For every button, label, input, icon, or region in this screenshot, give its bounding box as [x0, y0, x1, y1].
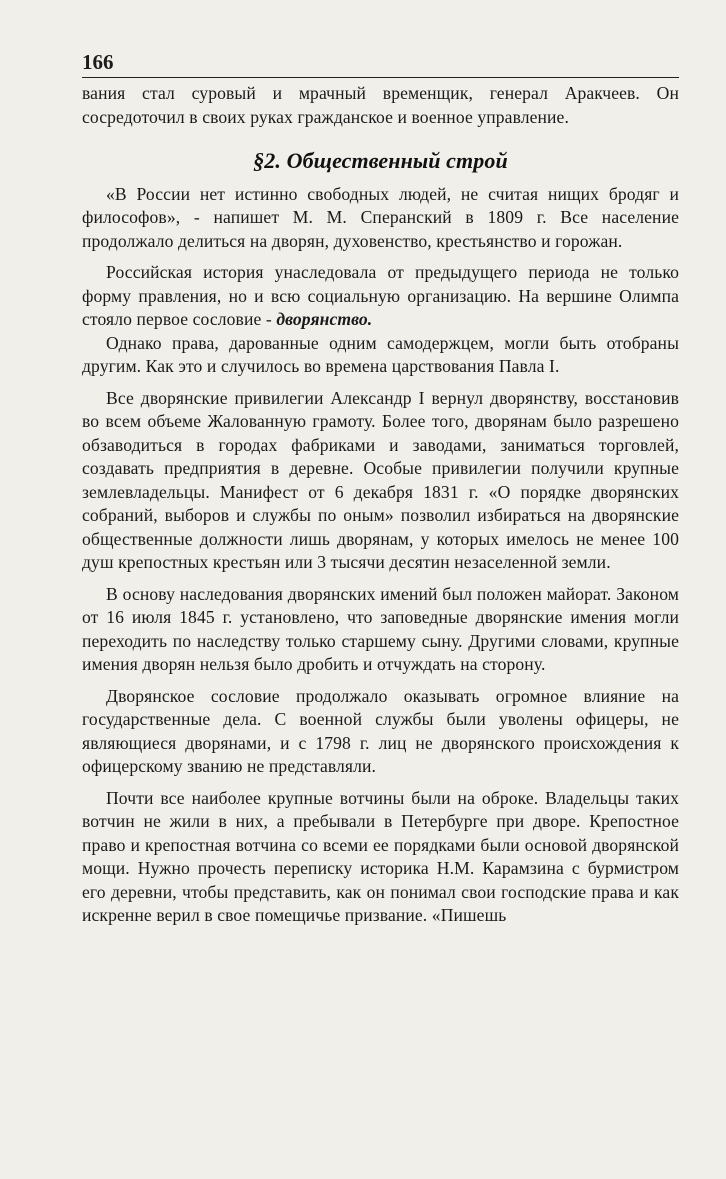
paragraph-5: В основу наследования дворянских имений был положен майорат. Законом от 16 июля 1845 г. установлено, что заповедные дворянские имения могли переходить по наследству только старшему сыну. Другими словами, крупные имения дворян нельзя было дробить и отчуждать на сторону.	[82, 583, 679, 674]
paragraph-continued: вания стал суровый и мрачный временщик, генерал Аракчеев. Он сосредоточил в своих руках гражданское и военное управление.	[82, 83, 679, 127]
paragraph-3: Однако права, дарованные одним самодержцем, могли быть отобраны другим. Как это и случилось во времена царствования Павла I.	[82, 332, 679, 376]
paragraph-1: «В России нет истинно свободных людей, не считая нищих бродяг и философов», - напишет М. М. Сперанский в 1809 г. Все население продолжало делиться на дворян, духовенство, крестьянство и горожан.	[82, 183, 679, 251]
page-number: 166	[82, 50, 114, 74]
section-heading: §2. Общественный строй	[253, 148, 508, 173]
paragraph-2	[82, 261, 679, 332]
paragraph-2-text: Российская история унаследовала от предыдущего периода не только форму правления, но и всю социальную организацию. На вершине Олимпа стояло первое сословие -	[82, 262, 679, 329]
paragraph-4: Все дворянские привилегии Александр I вернул дворянству, восстановив во всем объеме Жалованную грамоту. Более того, дворянам было разрешено обзаводиться в городах фабриками и заводами, заниматься торговлей, создавать предприятия в деревне. Особые привилегии получили крупные землевладельцы. Манифест от 6 декабря 1831 г. «О порядке дворянских собраний, выборов и службы по оным» позволил избираться на дворянские общественные должности лишь дворянам, у которых имелось не менее 100 душ крепостных крестьян или 3 тысячи десятин незаселенной земли.	[82, 387, 679, 572]
header-rule	[82, 77, 679, 78]
page-body	[82, 82, 679, 928]
paragraph-6: Дворянское сословие продолжало оказывать огромное влияние на государственные дела. С военной службы были уволены офицеры, не являющиеся дворянами, и с 1798 г. лиц не дворянского происхождения к офицерскому званию не представляли.	[82, 685, 679, 776]
paragraph-2-emphasis: дворянство.	[276, 309, 373, 329]
paragraph-7: Почти все наиболее крупные вотчины были на оброке. Владельцы таких вотчин не жили в них, а пребывали в Петербурге при дворе. Крепостное право и крепостная вотчина со всеми ее порядками были основой дворянской мощи. Нужно прочесть переписку историка Н.М. Карамзина с бурмистром его деревни, чтобы представить, как он понимал свои господские права и как искренне верил в свое помещичье призвание. «Пишешь	[82, 787, 679, 925]
